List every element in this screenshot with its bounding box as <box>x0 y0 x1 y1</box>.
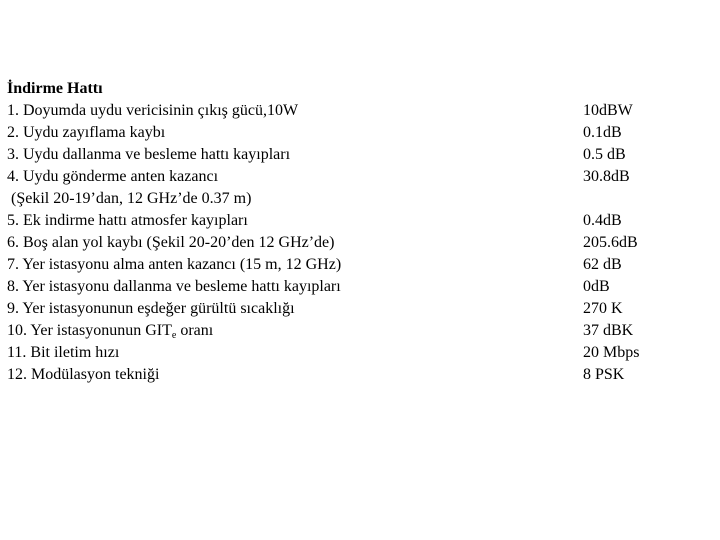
item-value: 10dBW <box>583 102 633 119</box>
item-value: 62 dB <box>583 256 622 273</box>
item-value: 0.1dB <box>583 124 622 141</box>
item-label: 6. Boş alan yol kaybı (Şekil 20-20’den 12 GHz’de) <box>7 234 335 251</box>
item-value: 270 K <box>583 300 623 317</box>
item-label: 8. Yer istasyonu dallanma ve besleme hattı kayıpları <box>7 278 341 295</box>
item-label: 2. Uydu zayıflama kaybı <box>7 124 166 141</box>
item-value: 0.4dB <box>583 212 622 229</box>
list-item <box>0 122 720 144</box>
item-label: 11. Bit iletim hızı <box>7 344 120 361</box>
item-label: 7. Yer istasyonu alma anten kazancı (15 m, 12 GHz) <box>7 256 342 273</box>
item-value: 0dB <box>583 278 610 295</box>
item-label: 3. Uydu dallanma ve besleme hattı kayıpları <box>7 146 291 163</box>
list-item <box>0 276 720 298</box>
page-title: İndirme Hattı <box>7 80 103 97</box>
list-item <box>0 144 720 166</box>
list-item <box>0 254 720 276</box>
list-item <box>0 342 720 364</box>
item-label <box>7 320 213 342</box>
list-item <box>0 364 720 386</box>
item-label: 4. Uydu gönderme anten kazancı <box>7 168 219 185</box>
item-label-main: 10. Yer istasyonunun GIT <box>7 322 172 339</box>
list-item <box>0 100 720 122</box>
item-value: 205.6dB <box>583 234 638 251</box>
list-item <box>0 320 720 342</box>
item-label: 12. Modülasyon tekniği <box>7 366 160 383</box>
list-item <box>0 232 720 254</box>
list-item-continuation <box>0 188 720 210</box>
item-label-tail: oranı <box>176 322 214 339</box>
list-item <box>0 166 720 188</box>
item-label: 5. Ek indirme hattı atmosfer kayıpları <box>7 212 248 229</box>
item-value: 30.8dB <box>583 168 630 185</box>
item-value: 37 dBK <box>583 322 634 339</box>
item-value: 0.5 dB <box>583 146 626 163</box>
item-label: 1. Doyumda uydu vericisinin çıkış gücü,10W <box>7 102 299 119</box>
list-item <box>0 298 720 320</box>
item-label: 9. Yer istasyonunun eşdeğer gürültü sıcaklığı <box>7 300 295 317</box>
item-value: 20 Mbps <box>583 344 640 361</box>
item-label-note: (Şekil 20-19’dan, 12 GHz’de 0.37 m) <box>11 190 252 207</box>
item-label-subscript: e <box>171 330 177 341</box>
list-item <box>0 210 720 232</box>
item-value: 8 PSK <box>583 366 625 383</box>
